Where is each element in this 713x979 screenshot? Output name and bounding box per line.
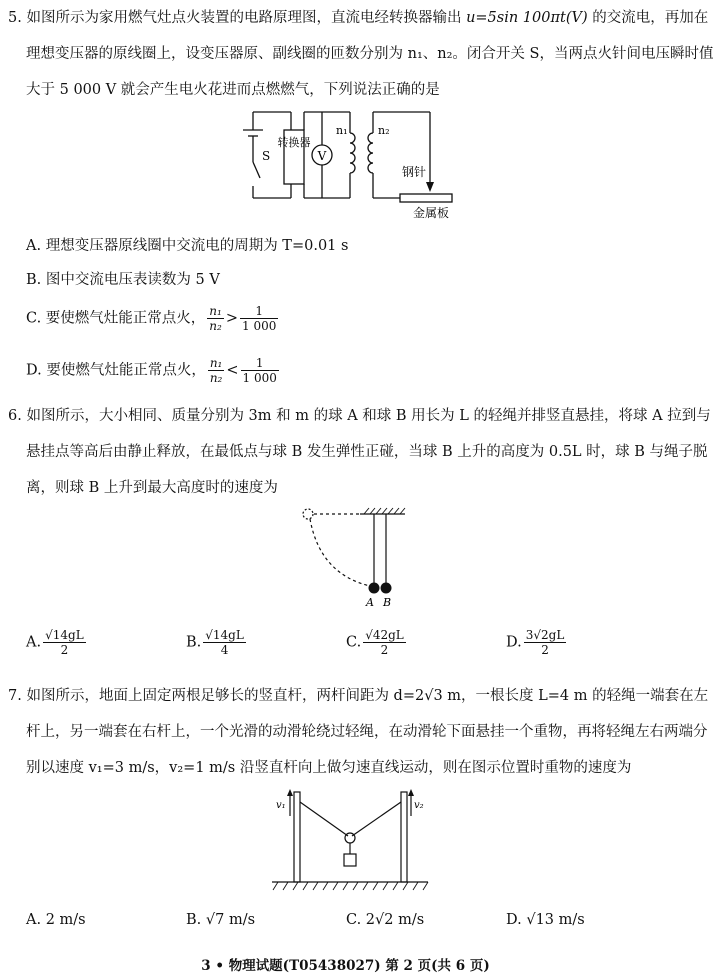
q7-v1-label: v₁	[276, 800, 286, 811]
q5-option-c: C. 要使燃气灶能正常点火， $\frac{\text{n₁}}{\text{n₂}}$ > $\frac{1}{1 000}$	[26, 304, 277, 333]
q7-stem-line1: 7. 如图所示，地面上固定两根足够长的竖直杆，两杆间距为 d=2√3 m，一根长度 L=4 m 的轻绳一端套在左	[8, 688, 709, 704]
q5-stem-line3: 大于 5 000 V 就会产生电火花进而点燃燃气，下列说法正确的是	[26, 82, 440, 98]
q6-pendulum-diagram	[290, 504, 410, 610]
q5-formula: u=5sin 100πt(V)	[466, 10, 588, 26]
q6-label-b: B	[383, 596, 392, 609]
page-footer: 3 • 物理试题(T05438027) 第 2 页(共 6 页)	[201, 958, 490, 974]
q7-v2-label: v₂	[414, 800, 424, 811]
q6-stem-line2: 悬挂点等高后由静止释放，在最低点与球 B 发生弹性正碰，当球 B 上升的高度为 0.5L 时，球 B 与绳子脱	[26, 444, 708, 460]
q5-circuit-diagram	[240, 100, 470, 225]
q6-option-a: A. $\frac{√14gL}{2}$	[26, 628, 84, 657]
q6-option-d: D. $\frac{3√2gL}{2}$	[506, 628, 565, 657]
q5-d-frac-n: $\frac{\text{n₁}}{\text{n₂}}$	[209, 356, 223, 385]
q5-needle-label: 钢针	[402, 165, 427, 179]
q7-option-a: A. 2 m/s	[26, 912, 86, 928]
q5-stem-line1: 5. 如图所示为家用燃气灶点火装置的电路原理图，直流电经转换器输出 u=5sin 100πt(V) 的交流电，再加在	[8, 10, 709, 26]
q5-converter-label: 转换器	[277, 136, 311, 149]
q7-option-b: B. √7 m/s	[186, 912, 256, 928]
q5-c-frac-n: $\frac{\text{n₁}}{\text{n₂}}$	[209, 304, 222, 333]
q6-option-c: C. $\frac{√42gL}{2}$	[346, 628, 404, 657]
q5-n2-label: n₂	[378, 124, 390, 137]
q5-switch-label: S	[262, 149, 271, 163]
q5-plate-label: 金属板	[413, 206, 450, 220]
q5-stem-line2: 理想变压器的原线圈上，设变压器原、副线圈的匝数分别为 n₁、n₂。闭合开关 S，当两点火针间电压瞬时值	[26, 46, 713, 62]
q6-stem-line3: 离，则球 B 上升到最大高度时的速度为	[26, 480, 278, 496]
q5-c-frac-val: $\frac{1}{1 000}$	[242, 304, 277, 333]
q6-option-b: B. $\frac{√14gL}{4}$	[186, 628, 244, 657]
q6-label-a: A	[366, 596, 374, 609]
q5-d-frac-val: $\frac{1}{1 000}$	[242, 356, 277, 385]
q7-stem-line3: 别以速度 v₁=3 m/s，v₂=1 m/s 沿竖直杆向上做匀速直线运动，则在图示位置时重物的速度为	[26, 760, 632, 776]
q7-option-d: D. √13 m/s	[506, 912, 585, 928]
q5-option-b: B. 图中交流电压表读数为 5 V	[26, 272, 220, 288]
q5-n1-label: n₁	[336, 124, 348, 137]
q6-stem-line1: 6. 如图所示，大小相同、质量分别为 3m 和 m 的球 A 和球 B 用长为 L 的轻绳并排竖直悬挂，将球 A 拉到与	[8, 408, 711, 424]
q7-option-c: C. 2√2 m/s	[346, 912, 425, 928]
q5-option-a: A. 理想变压器原线圈中交流电的周期为 T=0.01 s	[26, 238, 349, 254]
q7-pulley-diagram	[270, 786, 430, 896]
q7-stem-line2: 杆上，另一端套在右杆上，一个光滑的动滑轮绕过轻绳，在动滑轮下面悬挂一个重物，再将轻绳左右两端分	[26, 724, 708, 740]
q5-voltmeter-label: V	[317, 149, 327, 163]
q5-option-d: D. 要使燃气灶能正常点火， $\frac{\text{n₁}}{\text{n₂}}$ < $\frac{1}{1 000}$	[26, 356, 277, 385]
